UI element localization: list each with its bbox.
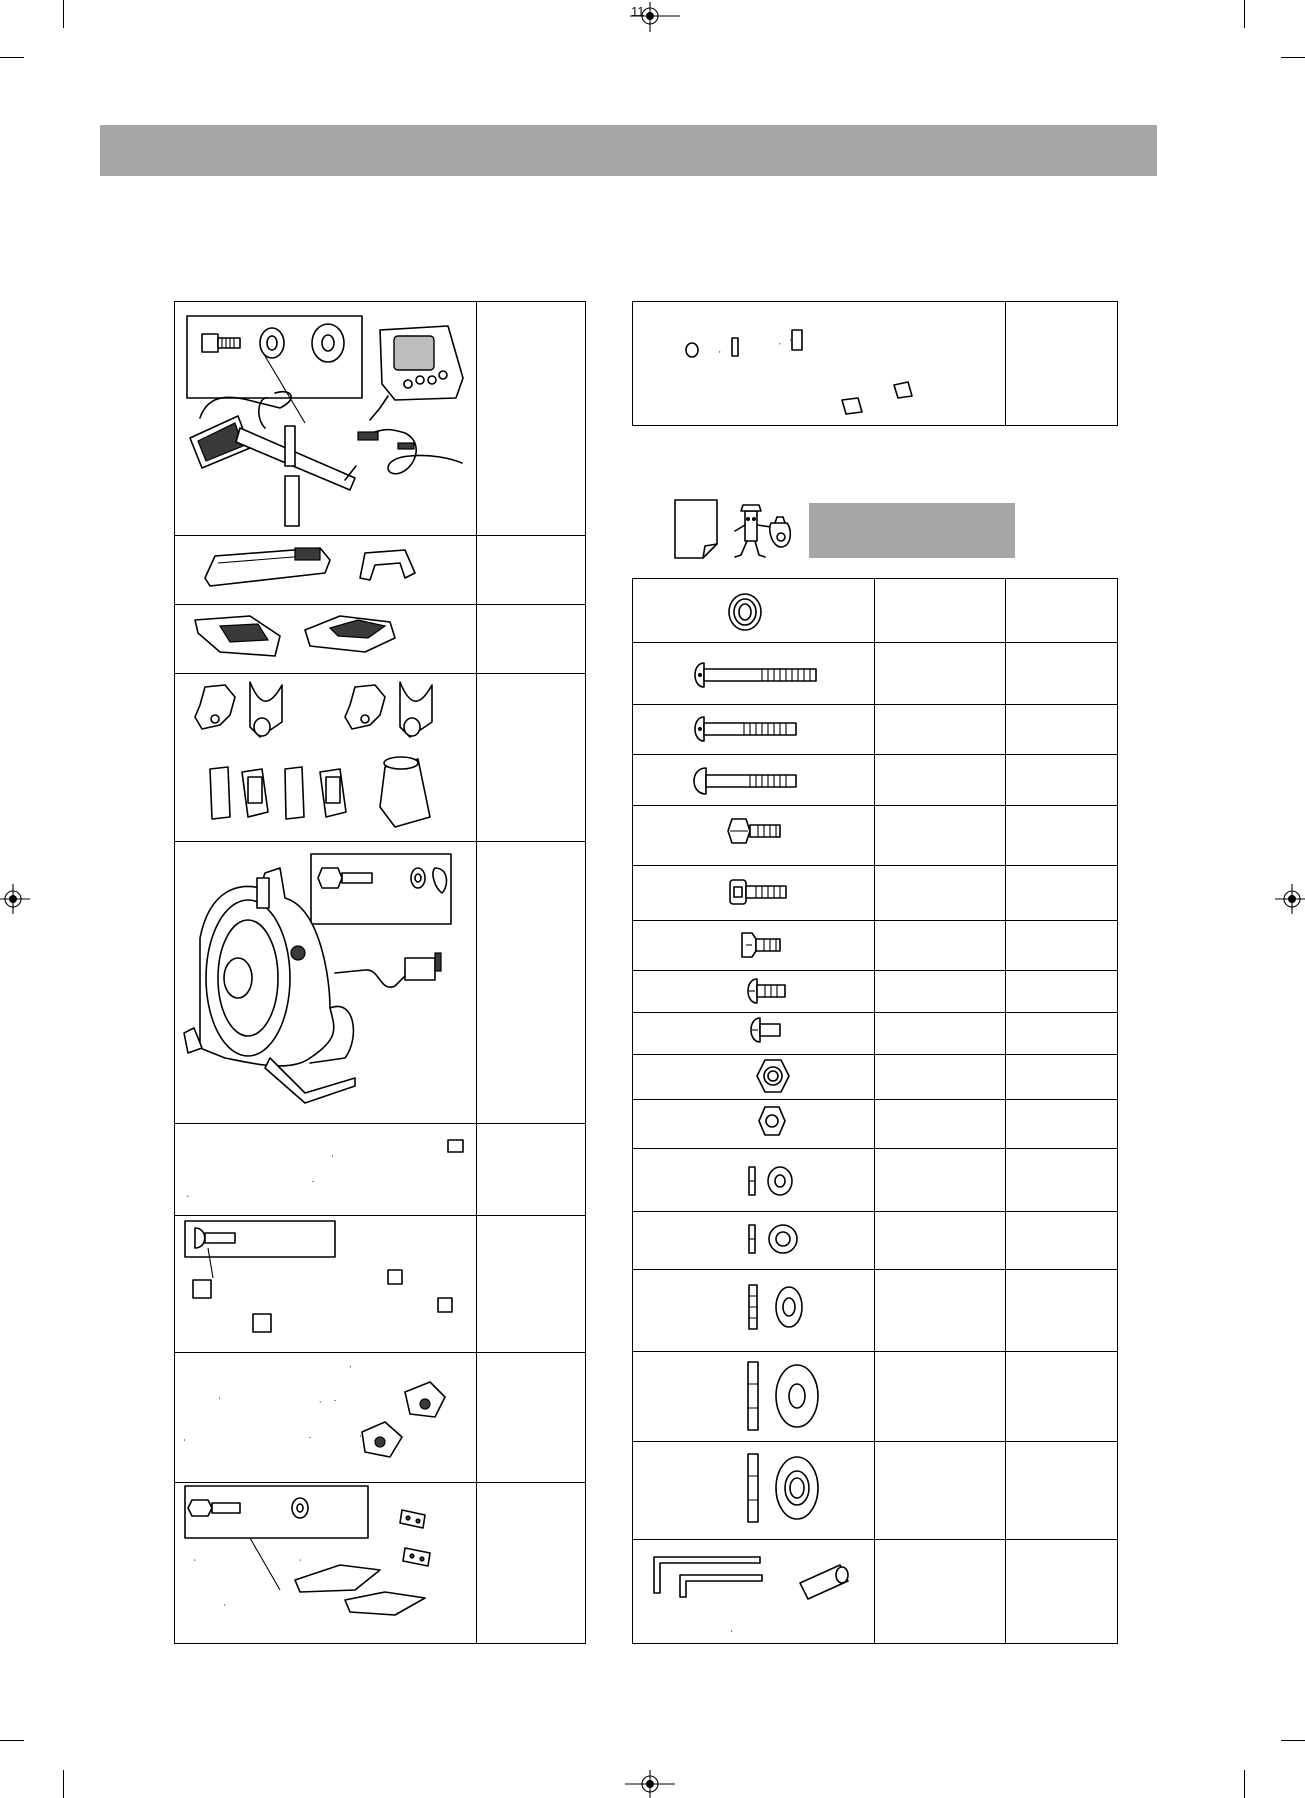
table-row-divider [175, 841, 585, 842]
spring-washer-icon [745, 1221, 801, 1257]
table-row-divider [633, 1539, 1117, 1540]
carriage-bolt-icon [195, 1228, 235, 1248]
registration-mark-right [1275, 884, 1305, 914]
crop-mark [0, 57, 24, 58]
hex-bolt-icon [318, 868, 372, 888]
washer-icon [411, 868, 425, 888]
large-washer-icon [745, 1360, 825, 1432]
table-row-divider [175, 1215, 585, 1216]
moving-handlebars-illustration [183, 1218, 473, 1348]
hardware-pack-label [809, 503, 1015, 558]
table-row-divider [175, 604, 585, 605]
qty-column-divider [1005, 579, 1006, 1643]
table-row-divider [633, 1099, 1117, 1100]
button-bolt-icon [692, 714, 804, 744]
page-number: 11 [631, 4, 645, 19]
long-button-bolt-icon [692, 660, 822, 690]
curved-washer-icon [433, 868, 447, 893]
hex-nut-icon [757, 1105, 787, 1137]
document-icon [673, 498, 721, 562]
nylon-nut-icon [755, 1058, 791, 1094]
hex-bolt-icon [728, 815, 788, 847]
table-row-divider [175, 673, 585, 674]
table-row-divider [633, 1054, 1117, 1055]
crop-mark [1244, 1770, 1245, 1798]
crop-mark [1244, 0, 1245, 28]
table-row-divider [175, 535, 585, 536]
pedals-illustration [190, 608, 410, 668]
registration-mark-bottom [625, 1770, 675, 1798]
table-row-divider [633, 1148, 1117, 1149]
end-cap-icons [210, 757, 430, 827]
handlebar-post-icon [190, 356, 356, 526]
short-phillips-screw-icon [748, 1016, 786, 1044]
washer-icon [292, 1498, 308, 1518]
table-row-divider [633, 920, 1117, 921]
table-row-divider [633, 754, 1117, 755]
curved-washer-icon [745, 1452, 825, 1524]
registration-mark-left [0, 884, 30, 914]
flange-nut-icon [725, 592, 765, 632]
crop-mark [1281, 1740, 1305, 1741]
countersunk-bolt-icon [740, 930, 786, 960]
crop-mark [63, 0, 64, 28]
console-unit-icon [370, 326, 463, 420]
table-row-divider [633, 1351, 1117, 1352]
table-row-divider [633, 865, 1117, 866]
table-row-divider [633, 1441, 1117, 1442]
section-header-bar [100, 125, 1157, 176]
phillips-screw-icon [745, 977, 791, 1005]
crop-mark [0, 1740, 24, 1741]
tools-icon [650, 1553, 855, 1633]
console-assembly-illustration [180, 308, 470, 533]
table-row-divider [633, 1211, 1117, 1212]
socket-head-bolt-icon [728, 877, 792, 907]
cover-parts-illustration [190, 538, 450, 598]
hardware-mascot-icon [733, 497, 795, 561]
rear-stabiliser-illustration [180, 1480, 470, 1640]
table-row-divider [633, 642, 1117, 643]
cable-icon [358, 430, 462, 474]
table-row-divider [633, 1012, 1117, 1013]
large-washer-icon [312, 324, 344, 362]
crop-mark [1281, 57, 1305, 58]
qty-column-divider [1005, 302, 1006, 425]
washer-icon [260, 328, 284, 358]
front-stabiliser-illustration [680, 320, 930, 415]
table-row-divider [633, 1269, 1117, 1270]
table-row-divider [633, 805, 1117, 806]
table-row-divider [633, 970, 1117, 971]
main-frame-illustration [180, 848, 480, 1123]
round-head-bolt-icon [692, 766, 804, 796]
table-row-divider [633, 704, 1117, 705]
crop-mark [63, 1770, 64, 1798]
fixed-handlebars-illustration [183, 1126, 473, 1206]
desc-column-divider [874, 579, 875, 1643]
power-adapter-icon [335, 953, 441, 987]
table-row-divider [175, 1123, 585, 1124]
bolt-icon [202, 334, 240, 352]
medium-washer-icon [745, 1282, 805, 1332]
hex-bolt-icon [188, 1500, 240, 1516]
bracket-plate-icons [400, 1510, 430, 1566]
joint-covers-illustration [190, 677, 470, 837]
small-washer-icon [745, 1163, 795, 1199]
pedal-arms-illustration [180, 1352, 470, 1477]
